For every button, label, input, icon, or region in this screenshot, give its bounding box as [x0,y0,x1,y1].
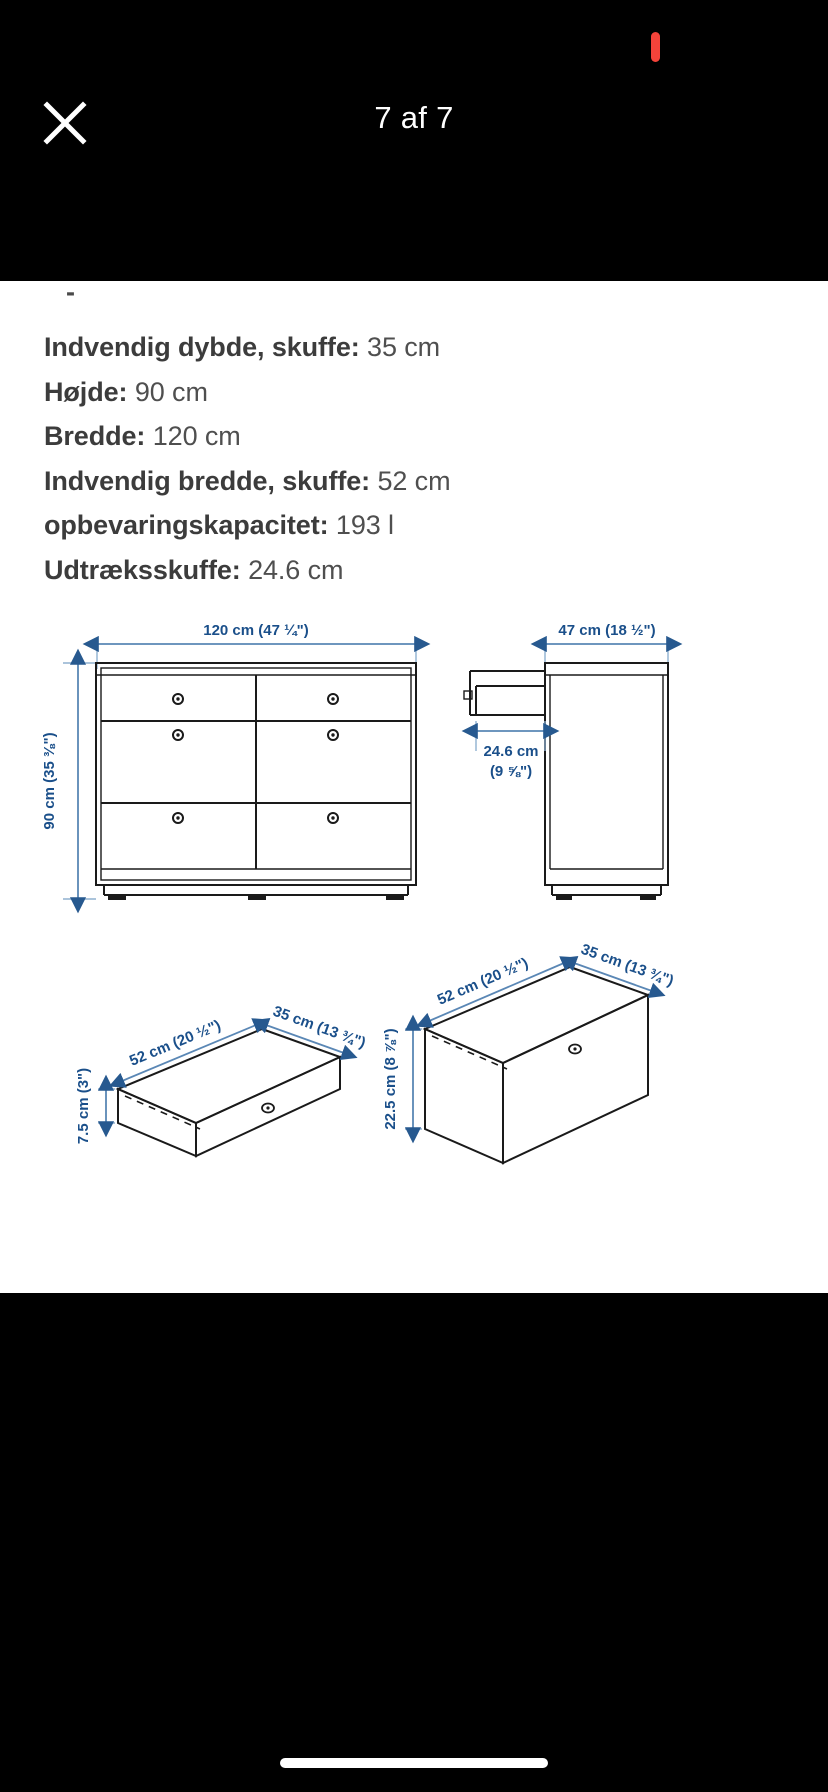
spec-key: Højde: [44,376,128,407]
front-width-label: 120 cm (47 ¼") [203,622,309,639]
drawer-knob [328,813,338,823]
shallow-drawer-width-label: 52 cm (20 ½") [127,1016,224,1070]
status-bar [0,0,828,80]
spec-value: 24.6 cm [248,554,344,585]
spec-value: 35 cm [367,332,441,362]
spec-row [44,548,784,593]
pullout-depth-label-line1: 24.6 cm [483,743,539,760]
spec-row [44,503,784,548]
page-counter-title: 7 af 7 [374,100,454,135]
image-viewer-navbar [0,80,828,180]
product-image-sheet[interactable] [0,277,828,1293]
spec-key: Bredde: [44,421,146,451]
drawer-knob [262,1104,274,1113]
spec-value: 193 l [335,510,394,540]
dimension-drawing [0,611,828,1291]
spec-key: Udtræksskuffe: [44,554,241,585]
pullout-depth-label-line2: (9 ⅝") [489,763,533,780]
drawer-knob [173,730,183,740]
spec-row [44,414,784,459]
spec-row [44,370,784,415]
deep-drawer-height-label: 22.5 cm (8 ⅞") [382,1028,399,1130]
spec-value: 120 cm [152,421,241,451]
recording-indicator-icon [651,32,660,62]
spec-value: 52 cm [377,465,451,496]
shallow-drawer-depth-label: 35 cm (13 ¾") [270,1002,368,1052]
drawer-knob [173,813,183,823]
deep-drawer-depth-label: 35 cm (13 ¾") [578,940,676,990]
specification-list [44,277,784,592]
spec-value: 90 cm [134,376,208,407]
front-height-label: 90 cm (35 ⅜") [41,732,58,830]
deep-drawer-width-label: 52 cm (20 ½") [434,954,531,1009]
drawer-knob [328,730,338,740]
side-depth-label: 47 cm (18 ½") [558,622,656,639]
drawer-knob [328,694,338,704]
drawer-knob [173,694,183,704]
spec-row [44,325,784,370]
spec-key: Indvendig bredde, skuffe: [44,465,371,496]
clipped-text-fragment: - [66,277,75,307]
drawer-knob [569,1045,581,1054]
spec-key: opbevaringskapacitet: [44,510,329,540]
home-indicator[interactable] [280,1758,548,1768]
shallow-drawer-height-label: 7.5 cm (3") [75,1067,92,1145]
spec-key: Indvendig dybde, skuffe: [44,332,360,362]
spec-row [44,459,784,504]
